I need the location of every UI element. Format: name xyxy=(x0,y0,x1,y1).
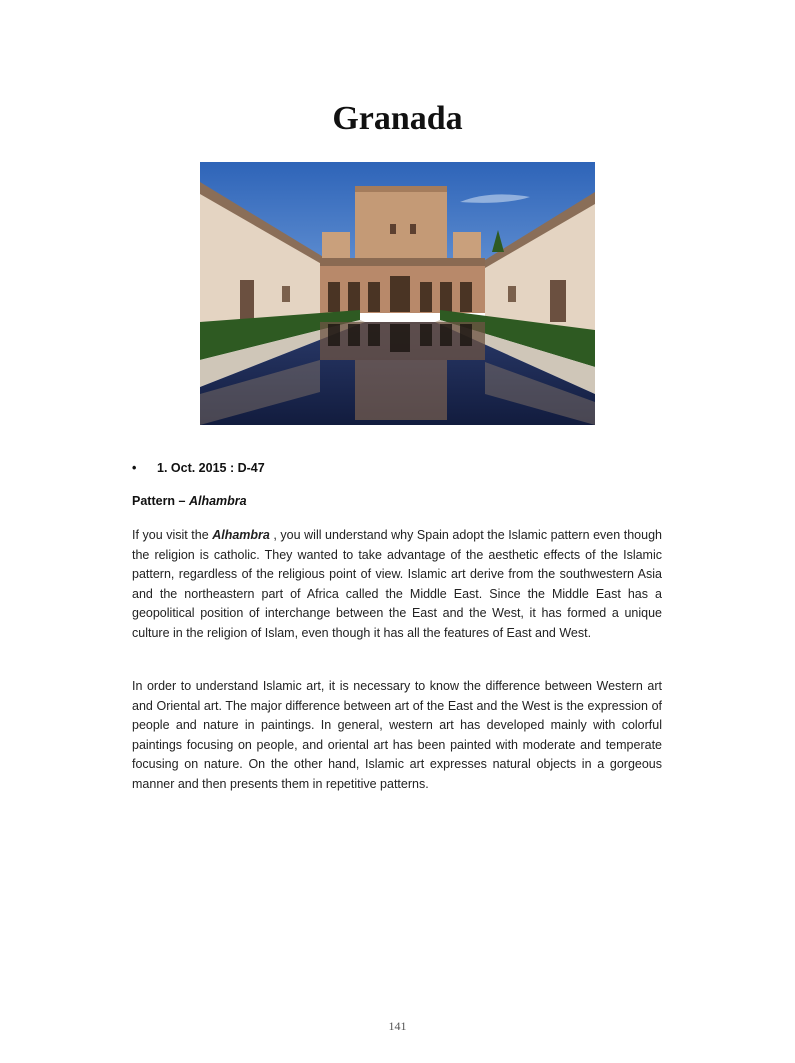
alhambra-photo xyxy=(200,162,595,425)
entry-date: 1. Oct. 2015 : D-47 xyxy=(157,461,265,475)
tower xyxy=(355,188,447,260)
paragraph-1 xyxy=(132,526,662,643)
page-number: 141 xyxy=(388,1019,407,1033)
paragraph-1-body: , you will understand why Spain adopt the Islamic pattern even though the religion is catholic. They wanted to take advantage of the aesthetic effects of the Islamic pattern, regardless of the religious point of view. Islamic art derive from the southwestern Asia and the northeastern part of Africa called the Middle East. Since the Middle East has a geopolitical position of interchange between the East and the West, it has formed a unique culture in the religion of Islam, even though it has all the features of East and West. xyxy=(132,528,662,640)
paragraph-2: In order to understand Islamic art, it is necessary to know the difference between Western art and Oriental art. The major difference between art of the East and the West is the expression of people and nature in paintings. In general, western art has developed mainly with colorful paintings focusing on people, and oriental art has been painted with moderate and temperate focusing on nature. On the other hand, Islamic art expresses natural objects in a gorgeous manner and then presents them in repetitive patterns. xyxy=(132,679,662,791)
section-heading-emphasis: Alhambra xyxy=(188,494,247,508)
section-heading xyxy=(132,494,247,508)
bullet-icon: • xyxy=(132,461,137,475)
section-heading-prefix: Pattern – xyxy=(132,494,189,508)
paragraph-1-emphasis: Alhambra xyxy=(212,528,270,542)
page-title: Granada xyxy=(332,100,463,137)
paragraph-1-lead: If you visit the xyxy=(132,528,213,542)
